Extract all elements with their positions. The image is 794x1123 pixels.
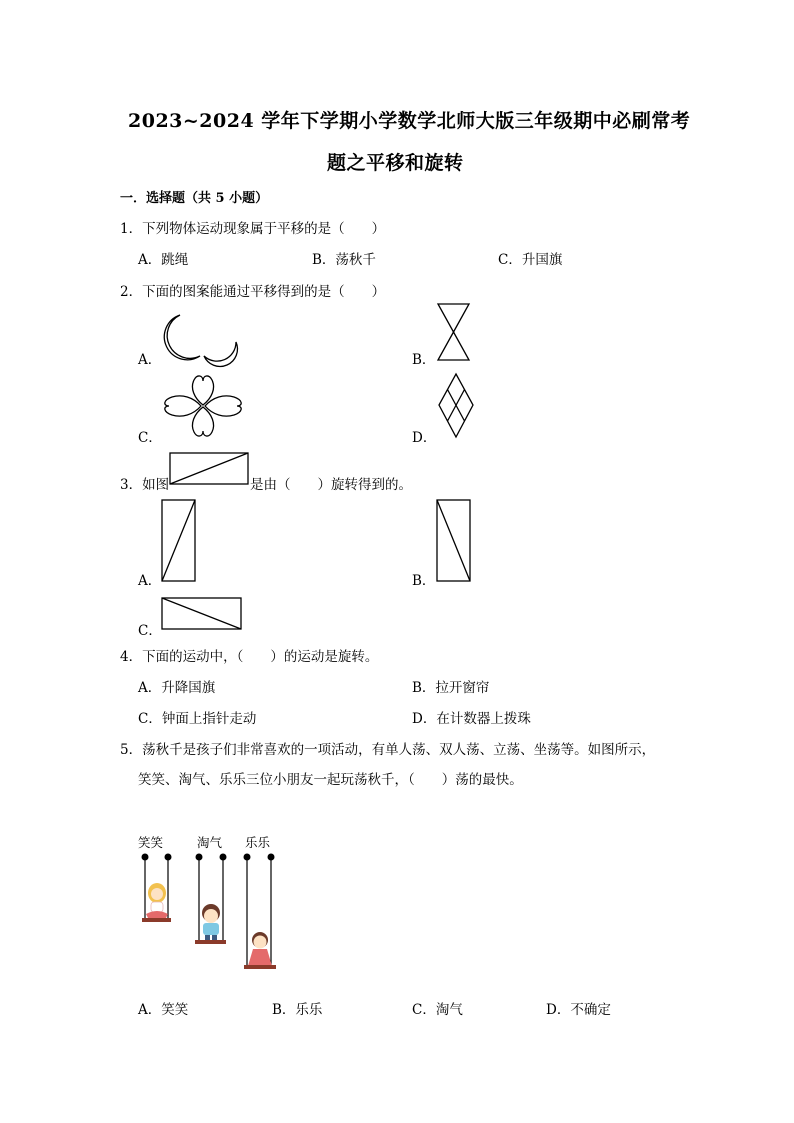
question-5-stem-line-2: 笑笑、淘气、乐乐三位小朋友一起玩荡秋千，（ ）荡的最快。: [138, 772, 523, 788]
hourglass-triangles-figure: [436, 303, 472, 361]
swing-xiaoxiao: [142, 854, 172, 923]
question-3-option-b[interactable]: B．: [412, 573, 436, 589]
vertical-rectangle-diagonal-b: [436, 499, 472, 583]
question-3-reference-rectangle: [169, 452, 251, 486]
swings-illustration: [130, 850, 290, 980]
horizontal-rectangle-diagonal-c: [161, 597, 243, 631]
question-5-option-b[interactable]: B．乐乐: [272, 1002, 323, 1018]
question-3-stem-suffix: 是由（ ）旋转得到的。: [250, 477, 412, 493]
question-4-option-c[interactable]: C．钟面上指针走动: [138, 711, 257, 727]
question-2-option-d[interactable]: D．: [412, 430, 437, 446]
question-4-option-b[interactable]: B．拉开窗帘: [412, 680, 490, 696]
question-5-option-c[interactable]: C．淘气: [412, 1002, 463, 1018]
vertical-rectangle-diagonal-a: [161, 499, 197, 583]
question-2-option-a[interactable]: A．: [138, 352, 162, 368]
swing-label-taoqi: 淘气: [197, 835, 223, 850]
question-2-stem: 2．下面的图案能通过平移得到的是（ ）: [120, 284, 386, 300]
question-3-option-c[interactable]: C．: [138, 623, 162, 639]
question-2-option-c[interactable]: C．: [138, 430, 162, 446]
question-4-stem: 4．下面的运动中，（ ）的运动是旋转。: [120, 649, 379, 665]
question-5-option-a[interactable]: A．笑笑: [138, 1002, 189, 1018]
section-heading: 一．选择题（共 5 小题）: [120, 191, 269, 206]
question-1-option-b[interactable]: B．荡秋千: [312, 252, 376, 268]
swing-taoqi: [195, 854, 227, 945]
question-5-stem-line-1: 5．荡秋千是孩子们非常喜欢的一项活动，有单人荡、双人荡、立荡、坐荡等。如图所示，: [120, 742, 656, 758]
crescent-shapes-figure: [160, 312, 240, 364]
page-title-line-2: 题之平移和旋转: [327, 152, 464, 174]
question-1-stem: 1．下列物体运动现象属于平移的是（ ）: [120, 221, 386, 237]
swing-label-xiaoxiao: 笑笑: [138, 835, 164, 850]
swing-label-lele: 乐乐: [245, 835, 271, 850]
question-2-option-b[interactable]: B．: [412, 352, 436, 368]
heart-clover-figure: [160, 372, 246, 440]
question-1-option-c[interactable]: C．升国旗: [498, 252, 563, 268]
question-3-stem-prefix: 3．如图: [120, 477, 170, 493]
stacked-rhombus-figure: [436, 372, 476, 440]
swing-lele: [244, 854, 277, 970]
question-3-option-a[interactable]: A．: [138, 573, 162, 589]
question-5-option-d[interactable]: D．不确定: [546, 1002, 611, 1018]
question-4-option-a[interactable]: A．升降国旗: [138, 680, 216, 696]
page-title-line-1: 2023~2024 学年下学期小学数学北师大版三年级期中必刷常考: [128, 110, 691, 132]
question-4-option-d[interactable]: D．在计数器上拨珠: [412, 711, 531, 727]
question-1-option-a[interactable]: A．跳绳: [138, 252, 189, 268]
